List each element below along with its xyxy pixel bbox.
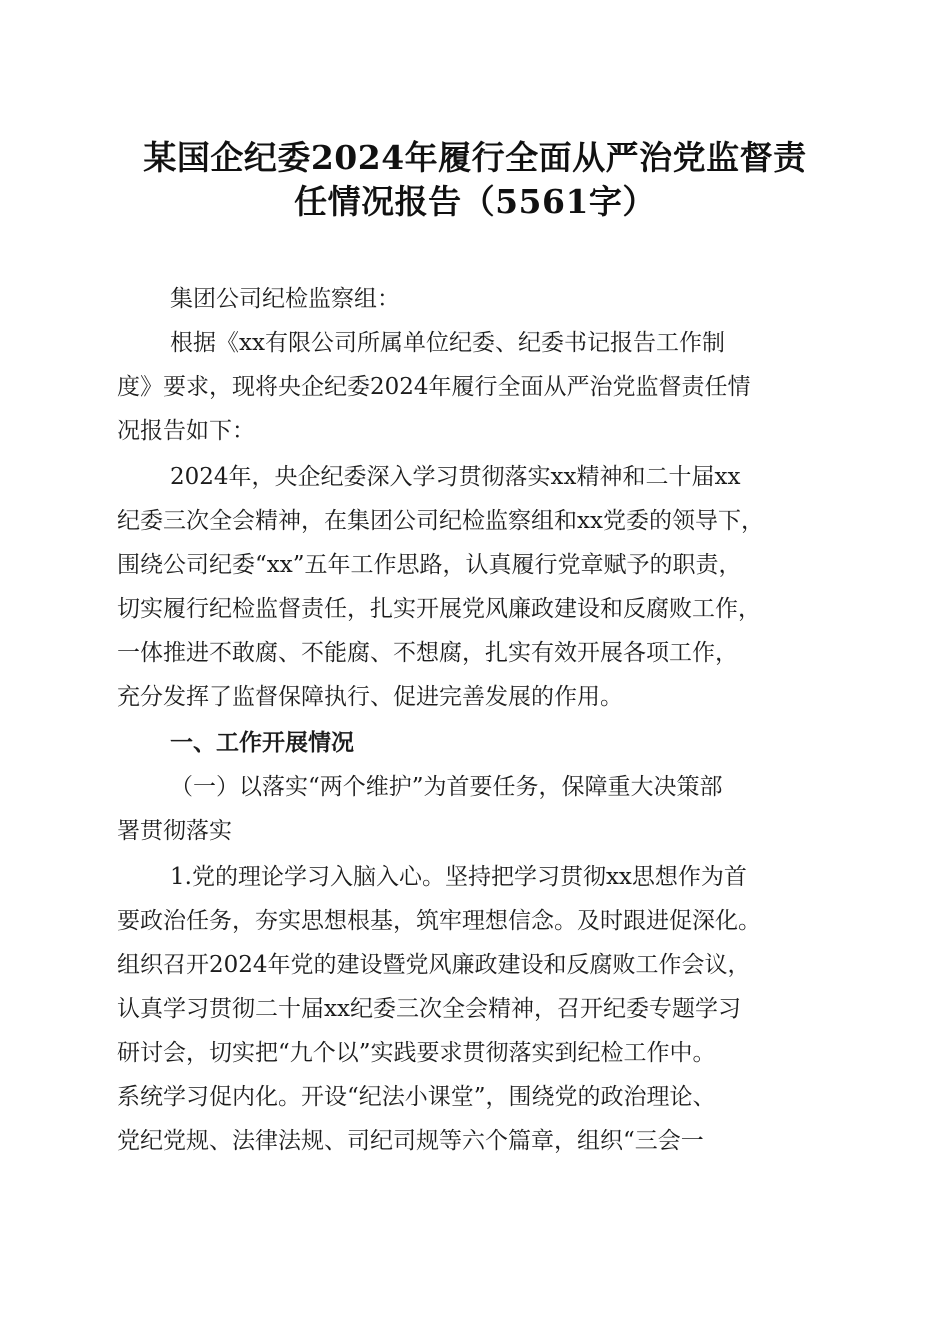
paragraph-3-line-5: 研讨会，切实把“九个以”实践要求贯彻落实到纪检工作中。	[117, 1040, 716, 1066]
paragraph-3-line-7: 党纪党规、法律法规、司纪司规等六个篇章，组织“三会一	[117, 1128, 704, 1154]
paragraph-2-line-2: 纪委三次全会精神，在集团公司纪检监察组和xx党委的领导下，	[117, 508, 764, 534]
paragraph-2-line-3: 围绕公司纪委“xx”五年工作思路，认真履行党章赋予的职责，	[117, 552, 742, 578]
paragraph-3-line-4: 认真学习贯彻二十届xx纪委三次全会精神，召开纪委专题学习	[117, 996, 741, 1022]
paragraph-1-line-3: 况报告如下：	[117, 418, 255, 444]
paragraph-3-line-6: 系统学习促内化。开设“纪法小课堂”，围绕党的政治理论、	[117, 1084, 716, 1110]
subsection-heading-line-2: 署贯彻落实	[117, 818, 232, 844]
section-heading: 一、工作开展情况	[170, 730, 354, 756]
paragraph-3-line-2: 要政治任务，夯实思想根基，筑牢理想信念。及时跟进促深化。	[117, 908, 761, 934]
subsection-heading-line-1: （一）以落实“两个维护”为首要任务，保障重大决策部	[170, 774, 723, 800]
paragraph-2-line-5: 一体推进不敢腐、不能腐、不想腐，扎实有效开展各项工作，	[117, 640, 738, 666]
paragraph-3-line-3: 组织召开2024年党的建设暨党风廉政建设和反腐败工作会议，	[117, 952, 751, 978]
salutation: 集团公司纪检监察组：	[170, 286, 400, 312]
paragraph-2-line-6: 充分发挥了监督保障执行、促进完善发展的作用。	[117, 684, 623, 710]
document-title-line-1: 某国企纪委2024年履行全面从严治党监督责	[143, 138, 807, 177]
paragraph-2-line-1: 2024年，央企纪委深入学习贯彻落实xx精神和二十届xx	[170, 464, 741, 490]
paragraph-1-line-1: 根据《xx有限公司所属单位纪委、纪委书记报告工作制	[170, 330, 725, 356]
paragraph-2-line-4: 切实履行纪检监督责任，扎实开展党风廉政建设和反腐败工作，	[117, 596, 761, 622]
paragraph-3-line-1: 1.党的理论学习入脑入心。坚持把学习贯彻xx思想作为首	[170, 864, 747, 890]
document-title-line-2: 任情况报告（5561字）	[294, 182, 656, 221]
paragraph-1-line-2: 度》要求，现将央企纪委2024年履行全面从严治党监督责任情	[117, 374, 751, 400]
